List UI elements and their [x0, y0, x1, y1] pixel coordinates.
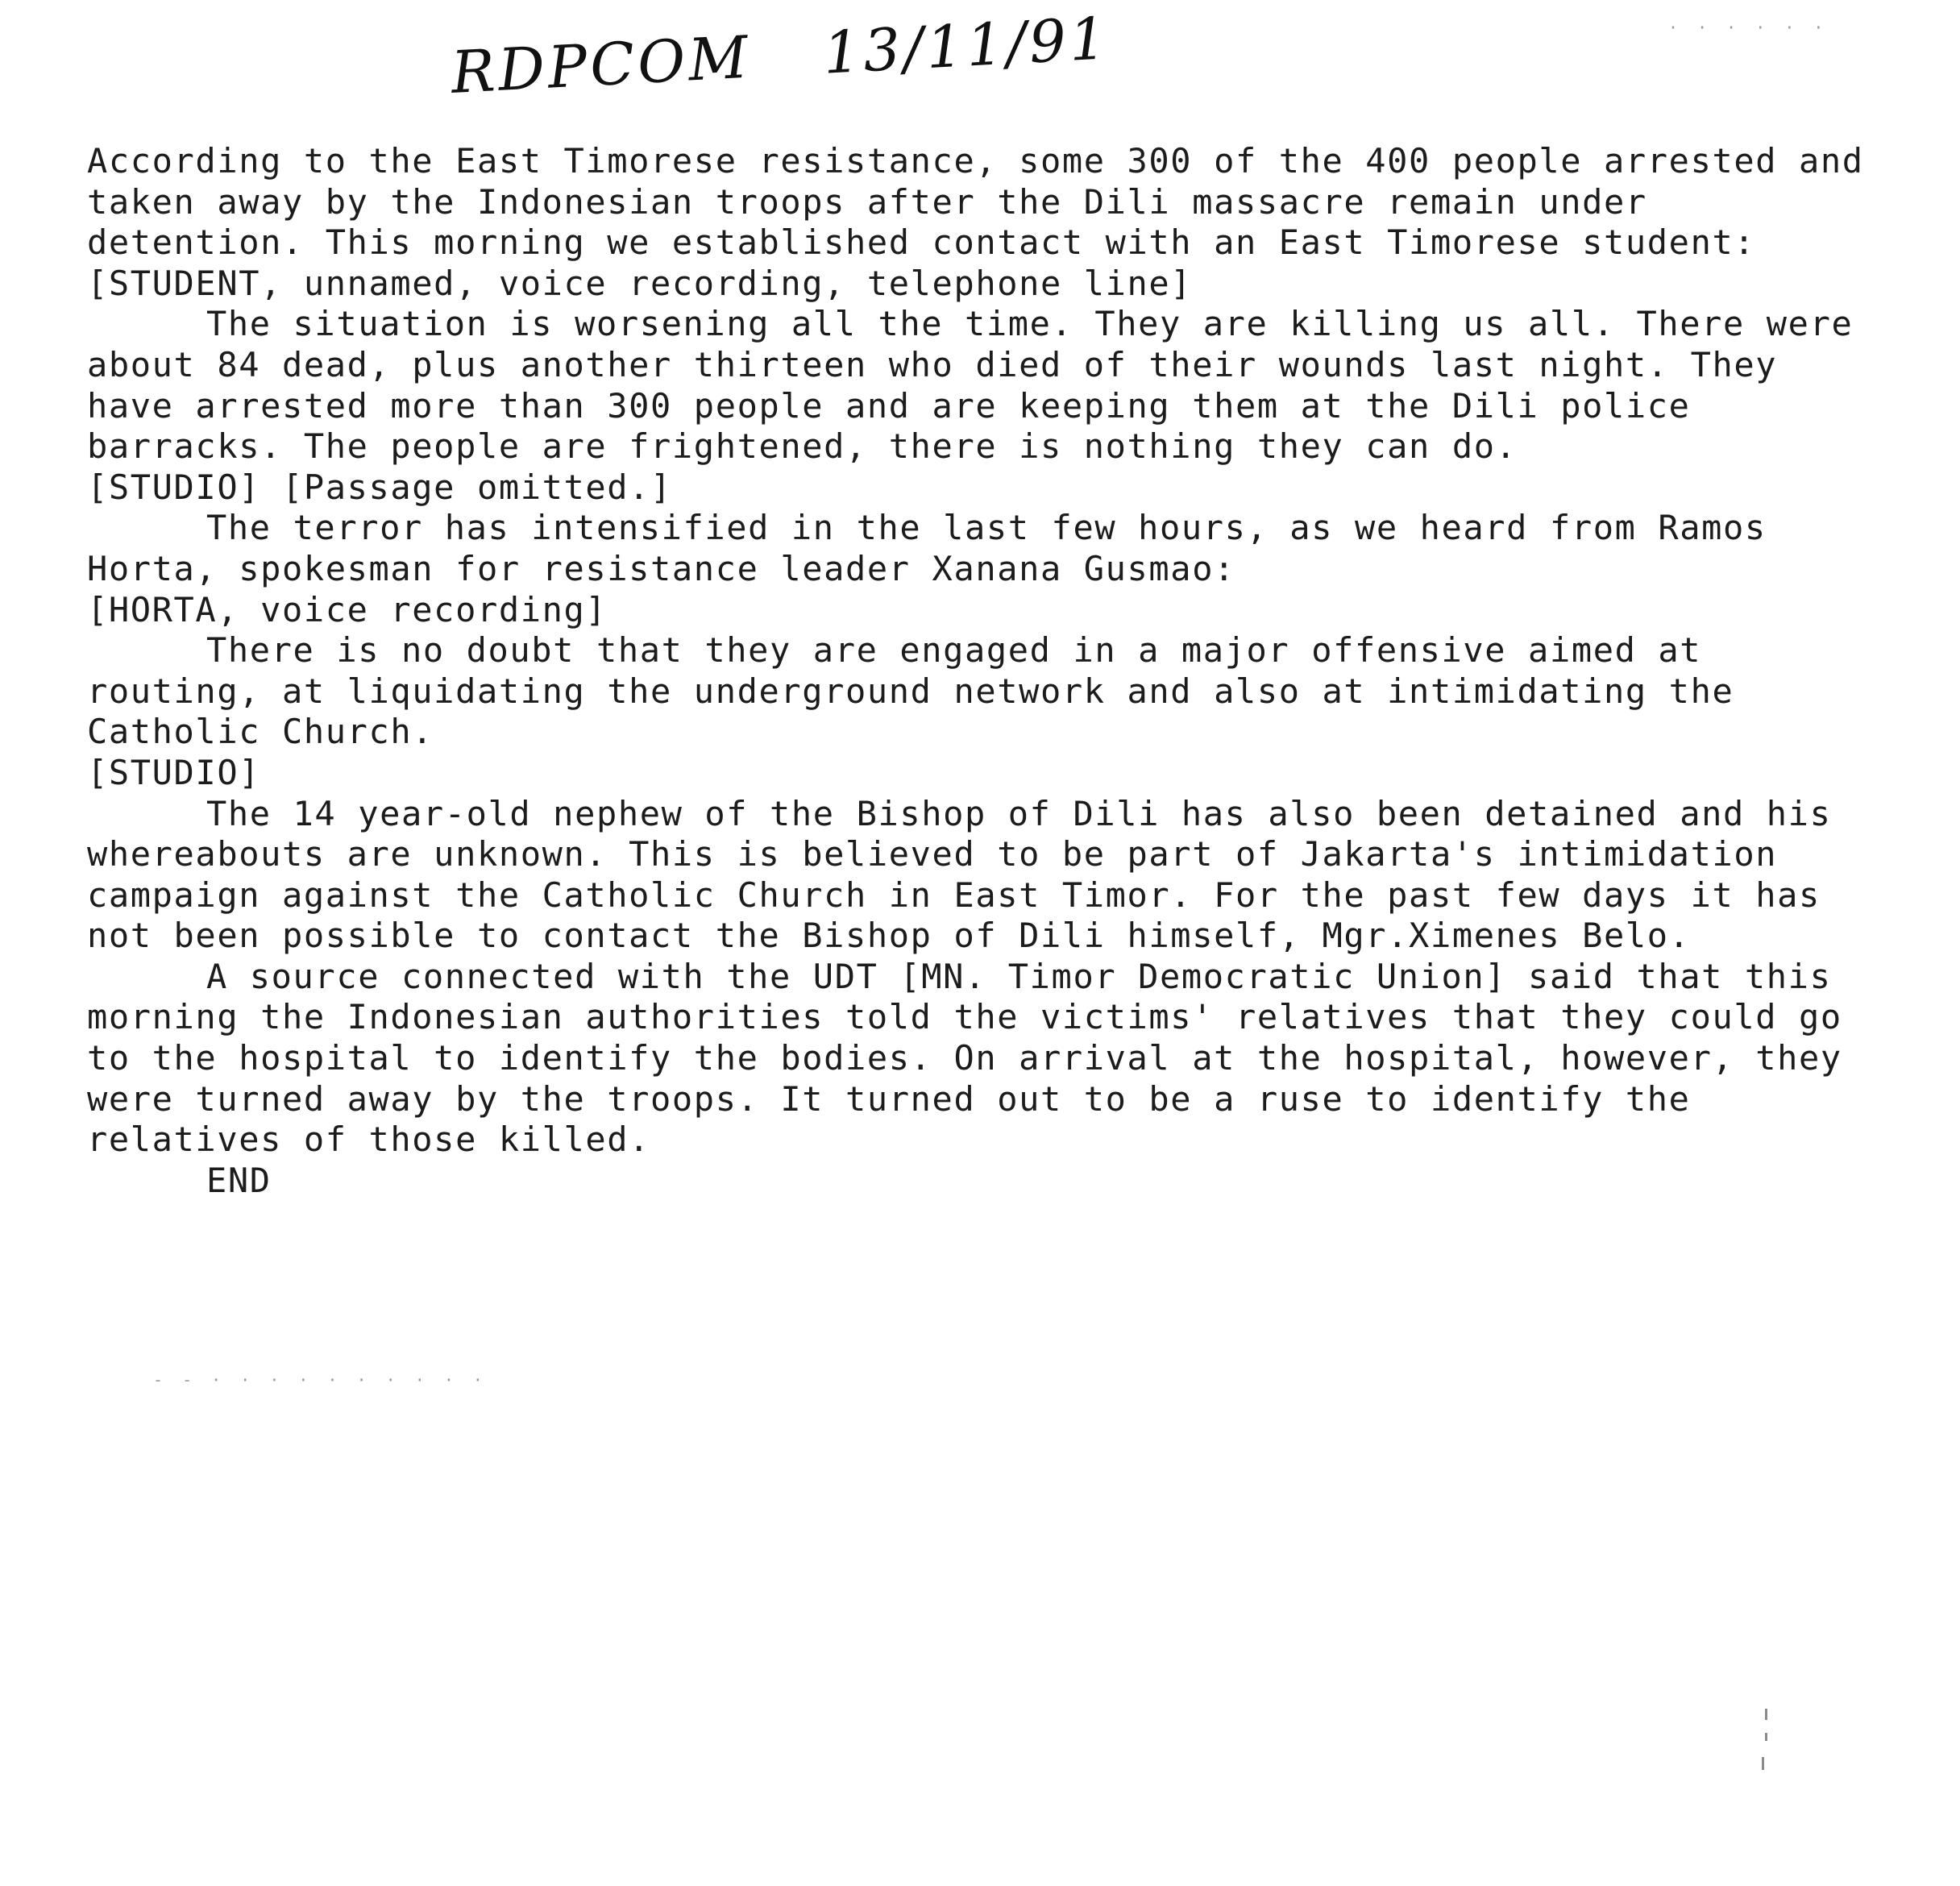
- scan-artifact-dots: · · · · · ·: [1668, 18, 1829, 37]
- end-marker: END: [206, 1160, 272, 1200]
- speaker-tag-horta: [HORTA, voice recording]: [87, 589, 608, 629]
- speaker-tag-student: [STUDENT, unnamed, voice recording, telephone line]: [87, 263, 1193, 303]
- student-quote-paragraph: The situation is worsening all the time. They are killing us all. There were about 84 dead, plus another thirteen who died of their wounds last night. They have arrested more than 300 people and are keeping them at the Dili police barracks. The people are frightened, there is nothing they can do.: [87, 304, 1854, 467]
- intro-paragraph: According to the East Timorese resistance, some 300 of the 400 people arrested and taken away by the Indonesian troops after the Dili massacre remain under detention. This morning we established contact with an East Timorese student:: [87, 141, 1864, 263]
- handwritten-date: 13/11/91: [821, 4, 1111, 87]
- transcript-body: [87, 141, 1876, 1201]
- speaker-tag-studio: [STUDIO] [Passage omitted.]: [87, 467, 672, 507]
- studio-paragraph: The 14 year-old nephew of the Bishop of Dili has also been detained and his whereabouts are unknown. This is believed to be part of Jakarta's intimidation campaign against the Catholic Church in East Timor. For the past few days it has not been possible to contact the Bishop of Dili himself, Mgr.Ximenes Belo.: [87, 793, 1832, 956]
- studio-paragraph: A source connected with the UDT [MN. Timor Democratic Union] said that this morning the Indonesian authorities told the victims' relatives that they could go to the hospital to identify the bodies. On arrival at the hospital, however, they were turned away by the troops. It turned out to be a ruse to identify the relatives of those killed.: [87, 956, 1842, 1160]
- handwritten-station: RDPCOM: [449, 23, 753, 106]
- scan-artifact-mark: [1765, 1709, 1767, 1720]
- scan-artifact-mark: [1762, 1757, 1764, 1770]
- speaker-tag-studio: [STUDIO]: [87, 752, 261, 792]
- handwritten-annotation: [450, 4, 1111, 106]
- studio-paragraph: The terror has intensified in the last few hours, as we heard from Ramos Horta, spokesman for resistance leader Xanana Gusmao:: [87, 508, 1767, 588]
- scan-artifact-dots: - - · · · · · · · · · ·: [153, 1370, 488, 1390]
- scan-artifact-mark: [1765, 1733, 1767, 1741]
- horta-quote-paragraph: There is no doubt that they are engaged in a major offensive aimed at routing, at liquidating the underground network and also at intimidating the Catholic Church.: [87, 630, 1734, 752]
